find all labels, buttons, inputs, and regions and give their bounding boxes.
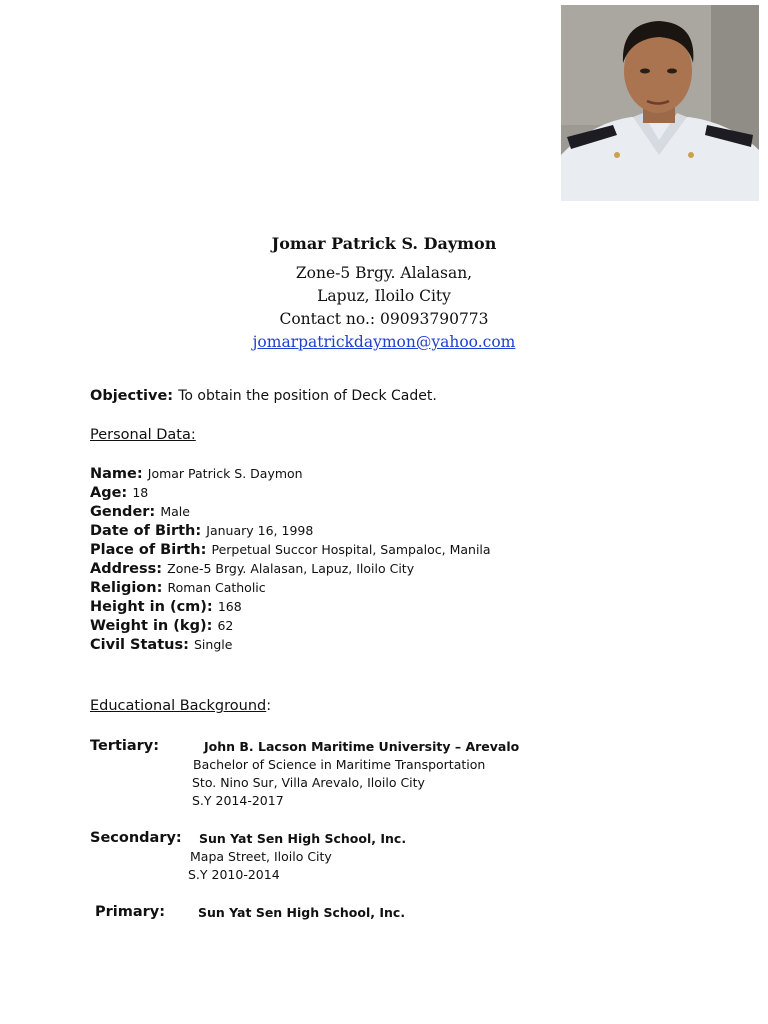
field-label: Date of Birth: xyxy=(90,523,202,539)
field-value: January 16, 1998 xyxy=(206,523,314,538)
tertiary-school: John B. Lacson Maritime University – Arevalo xyxy=(204,739,520,754)
field-value: 18 xyxy=(132,485,149,500)
secondary-label: Secondary: xyxy=(90,830,182,846)
objective-value: To obtain the position of Deck Cadet. xyxy=(178,388,437,404)
field-name xyxy=(90,464,303,483)
field-value: 62 xyxy=(217,618,234,633)
field-value: Perpetual Succor Hospital, Sampaloc, Manila xyxy=(211,542,491,557)
field-label: Weight in (kg): xyxy=(90,618,213,634)
field-place-of-birth xyxy=(90,540,491,559)
education-heading xyxy=(90,696,271,716)
field-label: Address: xyxy=(90,561,163,577)
field-label: Name: xyxy=(90,466,143,482)
primary-school: Sun Yat Sen High School, Inc. xyxy=(198,905,406,920)
field-value: Roman Catholic xyxy=(167,580,266,595)
secondary-year: S.Y 2010-2014 xyxy=(188,867,280,882)
tertiary-course: Bachelor of Science in Maritime Transportation xyxy=(193,757,486,772)
tertiary-address: Sto. Nino Sur, Villa Arevalo, Iloilo City xyxy=(192,775,425,790)
field-value: Zone-5 Brgy. Alalasan, Lapuz, Iloilo City xyxy=(167,561,415,576)
field-label: Religion: xyxy=(90,580,163,596)
objective-row xyxy=(90,386,437,405)
tertiary-year: S.Y 2014-2017 xyxy=(192,793,284,808)
resume-name: Jomar Patrick S. Daymon xyxy=(271,234,497,253)
personal-data-title: Personal Data: xyxy=(90,427,196,443)
email-row xyxy=(0,332,768,352)
contact-number: Contact no.: 09093790773 xyxy=(279,310,489,328)
field-value: 168 xyxy=(217,599,242,614)
field-label: Place of Birth: xyxy=(90,542,207,558)
profile-photo xyxy=(561,5,759,201)
address-line-1: Zone-5 Brgy. Alalasan, xyxy=(295,264,473,282)
field-weight xyxy=(90,616,233,635)
address-line-2: Lapuz, Iloilo City xyxy=(317,287,451,305)
personal-data-heading xyxy=(90,425,196,445)
field-label: Gender: xyxy=(90,504,156,520)
field-label: Age: xyxy=(90,485,128,501)
education-title: Educational Background xyxy=(90,698,267,714)
field-label: Height in (cm): xyxy=(90,599,213,615)
field-civil-status xyxy=(90,635,232,654)
field-date-of-birth xyxy=(90,521,313,540)
tertiary-label: Tertiary: xyxy=(90,738,160,754)
primary-label: Primary: xyxy=(95,904,166,920)
field-age xyxy=(90,483,148,502)
field-label: Civil Status: xyxy=(90,637,189,653)
field-gender xyxy=(90,502,190,521)
field-address xyxy=(90,559,414,578)
field-value: Single xyxy=(194,637,233,652)
secondary-school: Sun Yat Sen High School, Inc. xyxy=(199,831,407,846)
education-title-colon: : xyxy=(266,698,272,714)
email-link[interactable]: jomarpatrickdaymon@yahoo.com xyxy=(252,333,516,351)
field-height xyxy=(90,597,242,616)
field-value: Male xyxy=(160,504,190,519)
field-religion xyxy=(90,578,266,597)
secondary-address: Mapa Street, Iloilo City xyxy=(190,849,332,864)
objective-label: Objective: xyxy=(90,388,174,404)
field-value: Jomar Patrick S. Daymon xyxy=(147,466,303,481)
